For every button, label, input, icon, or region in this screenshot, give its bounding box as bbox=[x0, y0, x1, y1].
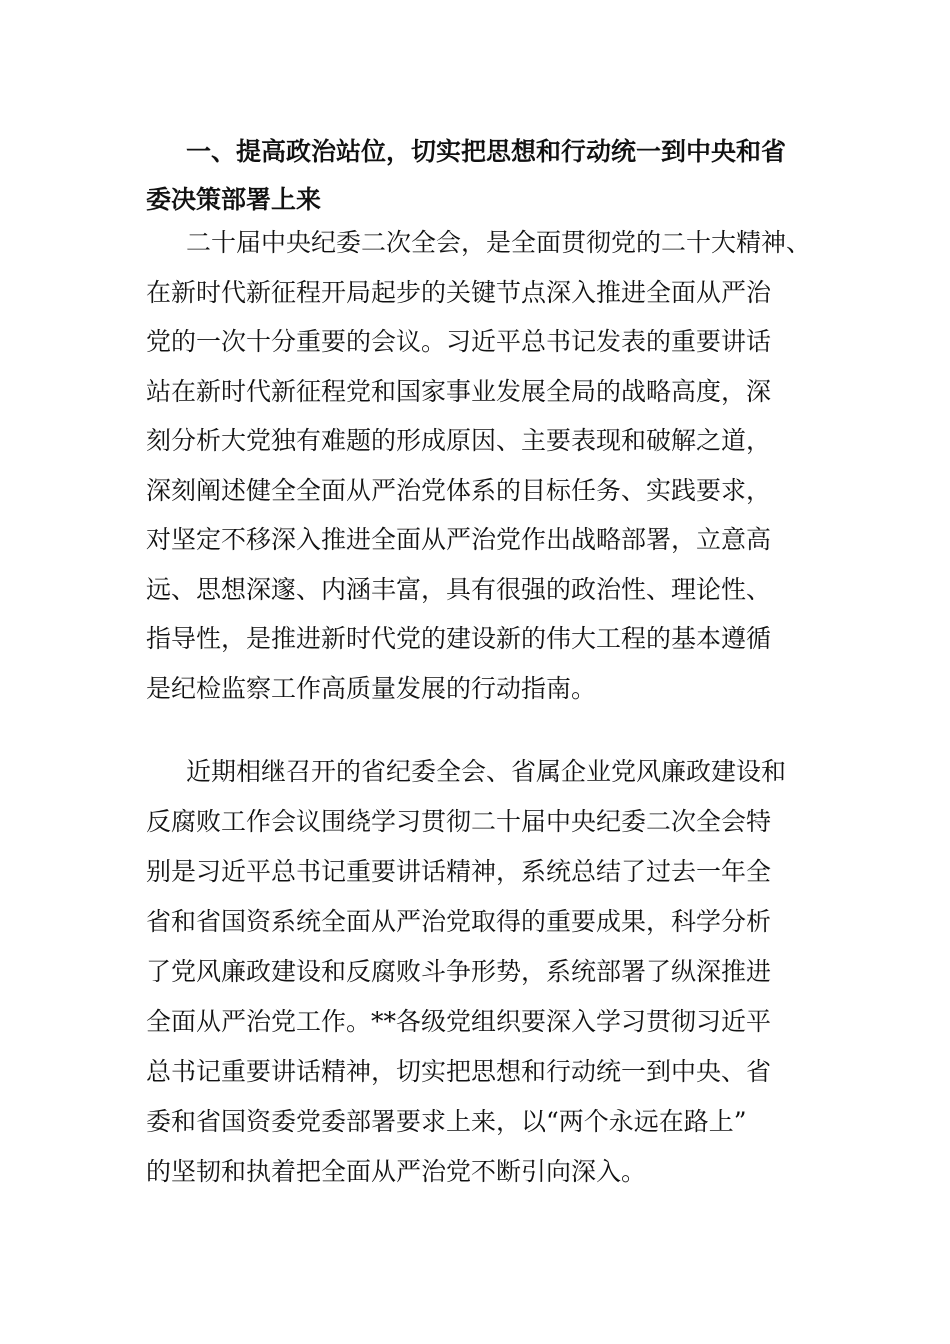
paragraph-line: 了党风廉政建设和反腐败斗争形势，系统部署了纵深推进 bbox=[146, 957, 772, 986]
paragraph-line: 省和省国资系统全面从严治党取得的重要成果，科学分析 bbox=[146, 907, 772, 936]
paragraph-line: 总书记重要讲话精神，切实把思想和行动统一到中央、省 bbox=[146, 1057, 772, 1086]
heading-line: 委决策部署上来 bbox=[146, 185, 322, 214]
paragraph-line: 反腐败工作会议围绕学习贯彻二十届中央纪委二次全会特 bbox=[146, 807, 772, 836]
paragraph-line: 对坚定不移深入推进全面从严治党作出战略部署，立意高 bbox=[146, 525, 772, 554]
paragraph-1 bbox=[146, 218, 812, 713]
paragraph-line: 的坚韧和执着把全面从严治党不断引向深入。 bbox=[146, 1157, 647, 1186]
paragraph-line: 刻分析大党独有难题的形成原因、主要表现和破解之道， bbox=[146, 426, 772, 455]
paragraph-line: 近期相继召开的省纪委全会、省属企业党风廉政建设和 bbox=[186, 757, 787, 786]
paragraph-line: 在新时代新征程开局起步的关键节点深入推进全面从严治 bbox=[146, 277, 772, 307]
heading-line: 一、提高政治站位，切实把思想和行动统一到中央和省 bbox=[186, 137, 787, 166]
paragraph-line: 是纪检监察工作高质量发展的行动指南。 bbox=[146, 673, 597, 703]
paragraph-line: 全面从严治党工作。**各级党组织要深入学习贯彻习近平 bbox=[146, 1007, 772, 1036]
paragraph-line: 深刻阐述健全全面从严治党体系的目标任务、实践要求， bbox=[146, 475, 772, 505]
paragraph-2 bbox=[146, 747, 806, 1197]
paragraph-line: 别是习近平总书记重要讲话精神，系统总结了过去一年全 bbox=[146, 857, 772, 886]
paragraph-line: 远、思想深邃、内涵丰富，具有很强的政治性、理论性、 bbox=[146, 574, 772, 604]
paragraph-line: 二十届中央纪委二次全会，是全面贯彻党的二十大精神、 bbox=[186, 228, 812, 257]
paragraph-line: 委和省国资委党委部署要求上来，以“两个永远在路上” bbox=[146, 1107, 747, 1136]
section-heading bbox=[146, 128, 806, 224]
paragraph-line: 党的一次十分重要的会议。习近平总书记发表的重要讲话 bbox=[146, 327, 772, 356]
paragraph-line: 站在新时代新征程党和国家事业发展全局的战略高度，深 bbox=[146, 376, 772, 406]
paragraph-line: 指导性，是推进新时代党的建设新的伟大工程的基本遵循 bbox=[146, 624, 772, 653]
